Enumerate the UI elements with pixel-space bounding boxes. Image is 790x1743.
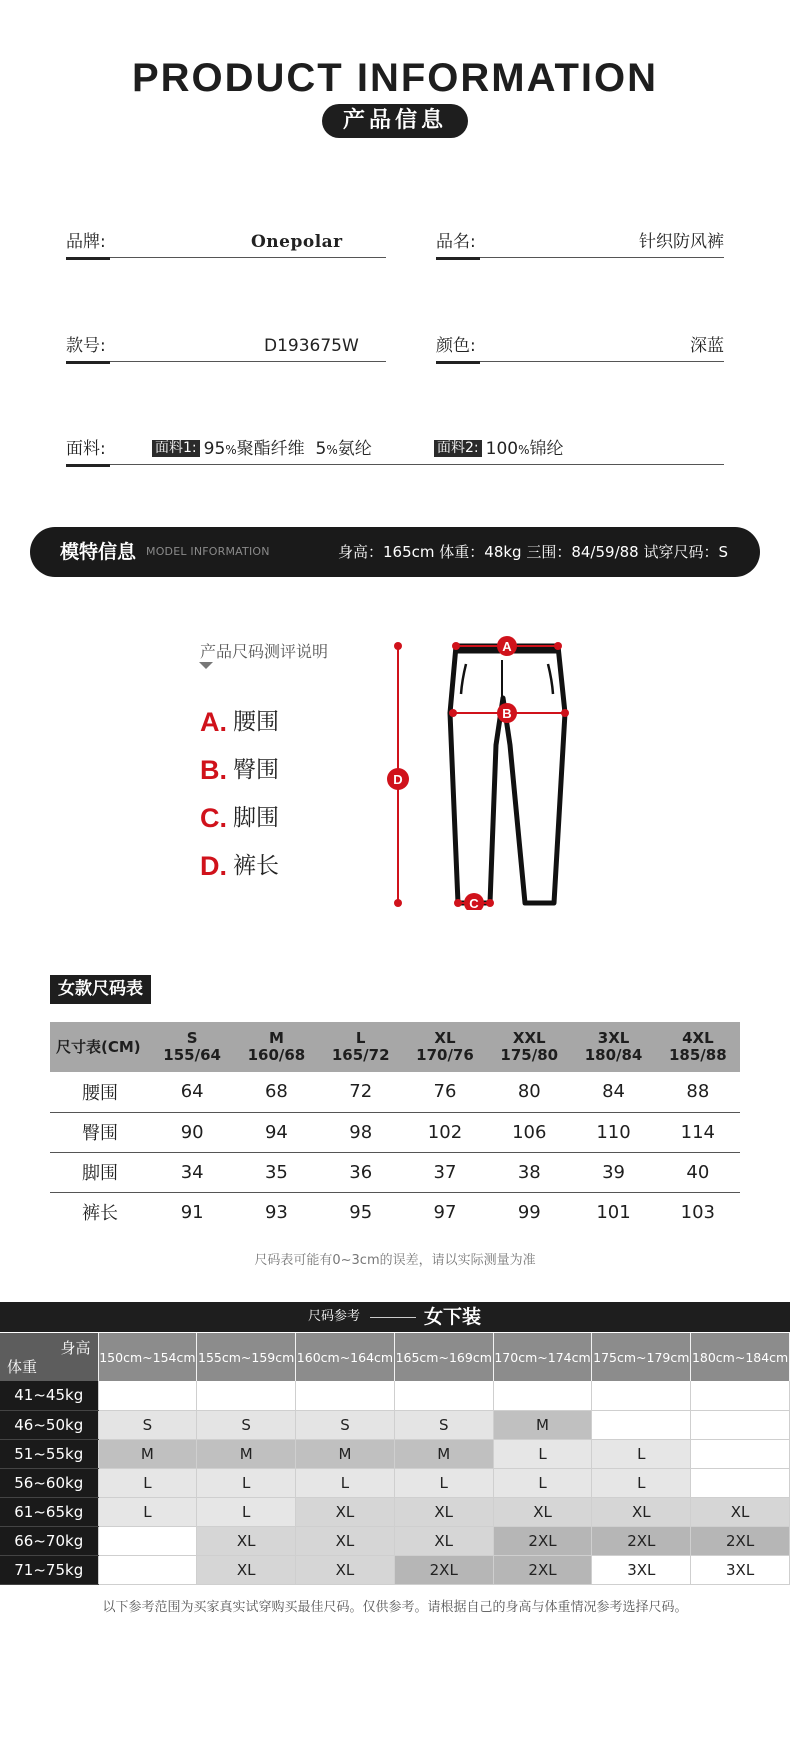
size-col-header <box>319 1022 403 1072</box>
reference-cell: XL <box>197 1555 296 1584</box>
size-col-header <box>571 1022 655 1072</box>
reference-cell: S <box>296 1410 395 1439</box>
reference-header <box>0 1333 790 1381</box>
marker-c-label: C <box>469 896 479 910</box>
table-cell: 39 <box>571 1152 655 1192</box>
fabric2-material1: 锦纶 <box>529 439 564 459</box>
hip-right-dot <box>561 709 569 717</box>
reference-cell: L <box>592 1468 691 1497</box>
table-row <box>50 1072 740 1112</box>
table-row <box>0 1468 790 1497</box>
weight-label: 71~75kg <box>0 1555 98 1584</box>
table-cell: 72 <box>319 1072 403 1112</box>
reference-cell <box>296 1381 395 1410</box>
name-value: 针织防风裤 <box>639 232 724 252</box>
size-code: XXL <box>512 1029 546 1047</box>
table-row <box>0 1497 790 1526</box>
table-cell: 76 <box>403 1072 487 1112</box>
table-cell: 36 <box>319 1152 403 1192</box>
fabric1-material2: 氨纶 <box>337 439 372 459</box>
table-cell: 37 <box>403 1152 487 1192</box>
size-col-header <box>487 1022 571 1072</box>
corner-height-label: 身高 <box>60 1339 91 1357</box>
reference-cell: M <box>296 1439 395 1468</box>
pants-diagram <box>378 630 578 910</box>
legend-letter: D. <box>200 851 227 881</box>
brand-logo: Onepolar <box>251 232 343 252</box>
reference-cell: XL <box>296 1497 395 1526</box>
table-row <box>0 1555 790 1584</box>
table-cell: 90 <box>150 1112 234 1152</box>
marker-d <box>387 768 409 790</box>
size-code: M <box>268 1029 284 1047</box>
size-col-header <box>656 1022 740 1072</box>
measure-title: 产品尺码测评说明 <box>200 642 329 661</box>
size-spec: 160/68 <box>247 1046 306 1064</box>
table-row <box>0 1381 790 1410</box>
corner-weight-label: 体重 <box>7 1358 38 1376</box>
fabric1-pct2: 5 <box>315 439 327 459</box>
brand-label-underline <box>66 257 110 260</box>
reference-cell: M <box>197 1439 296 1468</box>
model-info-title: 模特信息 <box>60 541 137 563</box>
reference-cell: L <box>197 1497 296 1526</box>
hem-right-dot <box>486 899 494 907</box>
size-col-header <box>403 1022 487 1072</box>
reference-cell: XL <box>592 1497 691 1526</box>
table-cell: 91 <box>180 1201 204 1223</box>
reference-cell <box>592 1381 691 1410</box>
fabric1-tag: 面料1: <box>152 440 200 457</box>
size-code: XL <box>434 1029 456 1047</box>
weight-label: 66~70kg <box>0 1526 98 1555</box>
pct-sign: % <box>326 443 338 457</box>
size-code: L <box>355 1029 366 1047</box>
reference-cell <box>197 1381 296 1410</box>
reference-cell <box>691 1410 790 1439</box>
size-spec: 175/80 <box>500 1046 559 1064</box>
caret-down-icon <box>199 662 213 669</box>
reference-cell: 2XL <box>493 1526 592 1555</box>
size-table-note: 尺码表可能有0~3cm的误差，请以实际测量为准 <box>254 1253 536 1268</box>
reference-cell: L <box>197 1468 296 1497</box>
fabric2-value <box>434 435 563 464</box>
waist-left-dot <box>452 642 460 650</box>
marker-a-label: A <box>502 639 512 654</box>
reference-cell: M <box>493 1410 592 1439</box>
table-cell: 106 <box>487 1112 571 1152</box>
reference-cell <box>691 1381 790 1410</box>
marker-c <box>464 893 484 910</box>
reference-cell: 2XL <box>592 1526 691 1555</box>
height-header: 180cm~184cm <box>691 1333 790 1381</box>
height-header: 150cm~154cm <box>98 1333 197 1381</box>
table-cell: 98 <box>319 1112 403 1152</box>
size-spec: 165/72 <box>331 1046 390 1064</box>
color-value: 深蓝 <box>690 336 724 356</box>
info-row-fabric <box>66 435 724 465</box>
marker-b <box>497 703 517 723</box>
legend-name: 腰围 <box>233 709 279 735</box>
table-cell: 64 <box>150 1072 234 1112</box>
size-reference-title: 女下装 <box>424 1306 482 1328</box>
length-bottom-dot <box>394 899 402 907</box>
info-row-style <box>66 332 724 362</box>
reference-cell <box>592 1410 691 1439</box>
reference-cell: L <box>493 1439 592 1468</box>
table-cell: 34 <box>150 1152 234 1192</box>
info-row-brand <box>66 228 724 258</box>
style-field <box>66 332 386 362</box>
color-label-underline <box>436 361 480 364</box>
table-row <box>0 1410 790 1439</box>
table-row <box>50 1152 740 1192</box>
table-cell: 68 <box>234 1072 318 1112</box>
style-label: 款号: <box>66 336 106 356</box>
weight-label: 41~45kg <box>0 1381 98 1410</box>
style-label-underline <box>66 361 110 364</box>
reference-cell: 2XL <box>394 1555 493 1584</box>
reference-cell: S <box>98 1410 197 1439</box>
size-code: 3XL <box>597 1029 630 1047</box>
size-col-header <box>234 1022 318 1072</box>
reference-cell <box>98 1555 197 1584</box>
weight-label: 61~65kg <box>0 1497 98 1526</box>
marker-a <box>497 636 517 656</box>
row-label: 腰围 <box>50 1072 150 1112</box>
reference-cell <box>394 1381 493 1410</box>
reference-cell: XL <box>296 1555 395 1584</box>
reference-cell: XL <box>197 1526 296 1555</box>
reference-cell <box>493 1381 592 1410</box>
legend-name: 脚围 <box>233 805 279 831</box>
legend-name: 臀围 <box>233 757 279 783</box>
reference-cell: L <box>296 1468 395 1497</box>
weight-label: 46~50kg <box>0 1410 98 1439</box>
row-label: 臀围 <box>50 1112 150 1152</box>
reference-cell: XL <box>493 1497 592 1526</box>
fabric1-material1: 聚酯纤维 <box>236 439 305 459</box>
table-cell: 114 <box>656 1112 740 1152</box>
reference-cell: L <box>592 1439 691 1468</box>
size-reference-small: 尺码参考 <box>308 1309 361 1324</box>
legend-letter: A. <box>200 707 227 737</box>
size-table-label: 女款尺码表 <box>50 975 151 1004</box>
size-reference-bar <box>0 1302 790 1332</box>
right-pocket <box>548 664 553 694</box>
table-cell: 93 <box>264 1201 288 1223</box>
height-header: 160cm~164cm <box>296 1333 395 1381</box>
reference-cell: XL <box>394 1497 493 1526</box>
name-label: 品名: <box>436 232 476 252</box>
fabric2-tag: 面料2: <box>434 440 482 457</box>
reference-cell <box>98 1526 197 1555</box>
reference-cell <box>98 1381 197 1410</box>
table-cell: 38 <box>487 1152 571 1192</box>
table-cell: 97 <box>433 1201 457 1223</box>
size-spec: 180/84 <box>584 1046 643 1064</box>
reference-cell: S <box>197 1410 296 1439</box>
page-title: PRODUCT INFORMATION <box>131 56 659 100</box>
size-table <box>50 1022 740 1232</box>
divider <box>370 1317 416 1318</box>
table-cell: 103 <box>680 1201 716 1223</box>
reference-note: 以下参考范围为买家真实试穿购买最佳尺码。仅供参考。请根据自己的身高与体重情况参考选择尺码。 <box>102 1600 688 1615</box>
reference-cell: L <box>98 1497 197 1526</box>
reference-cell: 2XL <box>691 1526 790 1555</box>
table-cell: 95 <box>349 1201 373 1223</box>
height-header: 175cm~179cm <box>592 1333 691 1381</box>
size-table-corner: 尺寸表(CM) <box>50 1022 150 1072</box>
pct-sign: % <box>518 443 530 457</box>
fabric1-pct1: 95 <box>203 439 226 459</box>
name-field <box>436 228 724 258</box>
table-cell: 94 <box>234 1112 318 1152</box>
size-reference-table <box>0 1333 790 1585</box>
reference-cell: L <box>394 1468 493 1497</box>
reference-corner <box>0 1333 98 1381</box>
left-pocket <box>461 664 466 694</box>
model-info-title-en: MODEL INFORMATION <box>146 545 270 558</box>
legend-item-hip <box>200 751 340 787</box>
marker-d-label: D <box>393 772 403 787</box>
reference-cell: 3XL <box>592 1555 691 1584</box>
height-header: 155cm~159cm <box>197 1333 296 1381</box>
reference-cell: L <box>493 1468 592 1497</box>
hem-left-dot <box>454 899 462 907</box>
style-value: D193675W <box>264 336 359 356</box>
reference-cell: 2XL <box>493 1555 592 1584</box>
weight-label: 56~60kg <box>0 1468 98 1497</box>
color-field <box>436 332 724 362</box>
size-spec: 185/88 <box>669 1046 727 1064</box>
row-label: 裤长 <box>82 1203 118 1225</box>
model-info-details: 身高：165cm 体重：48kg 三围：84/59/88 试穿尺码：S <box>338 543 728 561</box>
size-col-header <box>150 1022 234 1072</box>
brand-label: 品牌: <box>66 232 106 252</box>
model-info-bar <box>30 527 760 577</box>
reference-cell: 3XL <box>691 1555 790 1584</box>
reference-cell: M <box>394 1439 493 1468</box>
row-label: 脚围 <box>50 1152 150 1192</box>
length-top-dot <box>394 642 402 650</box>
legend-letter: C. <box>200 803 227 833</box>
table-cell: 102 <box>403 1112 487 1152</box>
fabric1-value <box>152 435 372 464</box>
pants-outline <box>450 646 565 903</box>
table-cell: 101 <box>596 1201 631 1223</box>
height-header: 165cm~169cm <box>394 1333 493 1381</box>
fabric-label: 面料: <box>66 439 106 459</box>
legend-item-length <box>200 847 340 883</box>
reference-cell: XL <box>296 1526 395 1555</box>
pct-sign: % <box>225 443 237 457</box>
legend-item-waist <box>200 703 340 739</box>
table-cell: 40 <box>656 1152 740 1192</box>
legend-name: 裤长 <box>233 853 279 879</box>
fabric-field <box>66 435 724 465</box>
table-cell: 84 <box>571 1072 655 1112</box>
table-row <box>50 1192 740 1232</box>
table-row <box>0 1526 790 1555</box>
hip-left-dot <box>449 709 457 717</box>
table-cell: 110 <box>571 1112 655 1152</box>
table-row <box>50 1112 740 1152</box>
reference-cell: XL <box>691 1497 790 1526</box>
legend-letter: B. <box>200 755 227 785</box>
fabric-label-underline <box>66 464 110 467</box>
reference-cell: M <box>98 1439 197 1468</box>
weight-label: 51~55kg <box>0 1439 98 1468</box>
table-cell: 35 <box>234 1152 318 1192</box>
reference-cell: L <box>98 1468 197 1497</box>
size-table-header <box>50 1022 740 1072</box>
legend-item-hem <box>200 799 340 835</box>
reference-cell <box>691 1439 790 1468</box>
reference-cell: S <box>394 1410 493 1439</box>
fabric2-pct1: 100 <box>485 439 519 459</box>
reference-cell: XL <box>394 1526 493 1555</box>
size-code: 4XL <box>682 1029 714 1047</box>
height-header: 170cm~174cm <box>493 1333 592 1381</box>
table-cell: 80 <box>487 1072 571 1112</box>
reference-cell <box>691 1468 790 1497</box>
size-spec: 170/76 <box>416 1046 474 1064</box>
brand-field <box>66 228 386 258</box>
color-label: 颜色: <box>436 336 476 356</box>
table-cell: 99 <box>517 1201 541 1223</box>
table-row <box>0 1439 790 1468</box>
waist-right-dot <box>554 642 562 650</box>
marker-b-label: B <box>502 706 512 721</box>
size-spec: 155/64 <box>163 1046 221 1064</box>
name-label-underline <box>436 257 480 260</box>
table-cell: 88 <box>656 1072 740 1112</box>
size-code: S <box>186 1029 198 1047</box>
page-subtitle: 产品信息 <box>322 104 468 138</box>
